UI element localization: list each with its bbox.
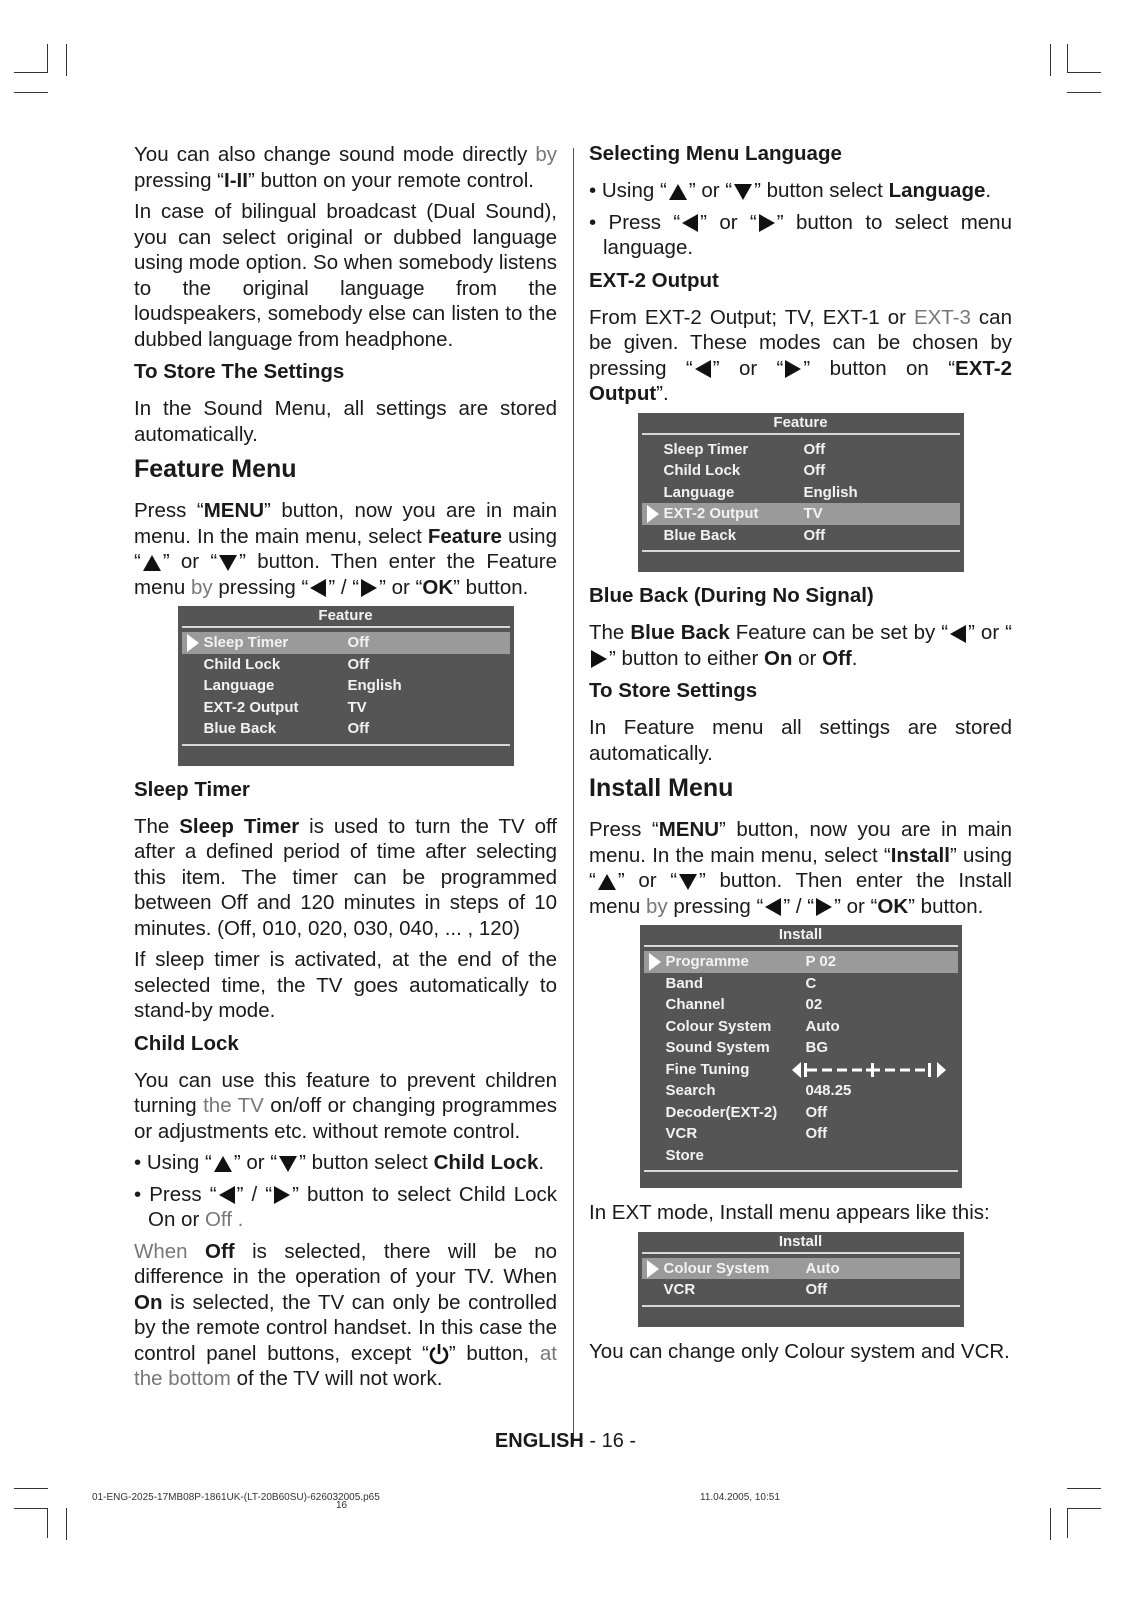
down-arrow-icon (734, 184, 752, 200)
print-date: 11.04.2005, 10:51 (700, 1492, 780, 1503)
osd-row-ext2-output[interactable]: EXT-2 Output TV (642, 503, 960, 525)
osd-row-language[interactable]: Language English (663, 483, 858, 501)
osd-row-blue-back[interactable]: Blue Back Off (663, 526, 826, 544)
osd-row-sound-system[interactable]: Sound System BG (665, 1039, 828, 1056)
right-arrow-icon (361, 579, 377, 597)
feature-osd-menu (178, 606, 514, 766)
tuning-scale-icon (792, 1061, 946, 1079)
left-arrow-icon (695, 360, 711, 378)
ext2-output-paragraph: From EXT-2 Output; TV, EXT-1 or EXT-3 can be given. These modes can be chosen by pressing “ ” or “ ” button on “EXT-2 Output”. (589, 305, 1012, 405)
child-lock-behaviour-paragraph: When Off is selected, there will be no difference in the operation of your TV. When On is selected, the TV can only be controlled by the remote control handset. In this case the control panel buttons, except “ ” button, at the bottom of the TV will not work. (134, 1239, 557, 1390)
child-lock-bullet-toggle: • Press “ ” / “ ” button to select Child Lock On or Off . (134, 1182, 557, 1231)
install-osd-menu (640, 925, 962, 1188)
feature-menu-paragraph: Press “MENU” button, now you are in main menu. In the main menu, select Feature using “ ” or “ ” button. Then enter the Feature menu by pressing “ ” / “ ” or “OK” button. (134, 499, 557, 599)
osd-row-channel[interactable]: Channel 02 (665, 996, 823, 1013)
selection-pointer-icon (187, 634, 199, 652)
osd-title: Install (642, 1232, 960, 1254)
down-arrow-icon (279, 1156, 297, 1172)
store-settings-paragraph: In Feature menu all settings are stored automatically. (589, 716, 1012, 765)
blue-back-heading: Blue Back (During No Signal) (589, 584, 874, 607)
osd-row-language[interactable]: Language English (203, 677, 402, 694)
ext-mode-paragraph: In EXT mode, Install menu appears like this: (589, 1201, 990, 1224)
install-menu-heading: Install Menu (589, 774, 734, 802)
blue-back-paragraph: The Blue Back Feature can be set by “ ” or “” button to either On or Off. (589, 621, 1012, 670)
install-menu-paragraph: Press “MENU” button, now you are in main menu. In the main menu, select “Install” using “ ” or “ ” button. Then enter the Install menu by pressing “ ” / “ ” or “OK” button. (589, 818, 1013, 918)
selection-pointer-icon (647, 505, 659, 523)
left-column (134, 142, 557, 1398)
right-arrow-icon (816, 898, 832, 916)
up-arrow-icon (669, 184, 687, 200)
osd-row-child-lock[interactable]: Child Lock Off (663, 462, 826, 479)
child-lock-paragraph: You can use this feature to prevent children turning the TV on/off or changing programmes or adjustments etc. without remote control. (134, 1068, 557, 1143)
osd-row-store[interactable]: Store (665, 1146, 704, 1164)
osd-title: Feature (182, 606, 510, 628)
up-arrow-icon (214, 1156, 232, 1172)
osd-row-sleep-timer[interactable]: Sleep Timer Off (663, 440, 826, 458)
language-bullet-change: • Press “ ” or “ ” button to select menu language. (589, 210, 1012, 259)
sleep-timer-standby-paragraph: If sleep timer is activated, at the end of the selected time, the TV goes automatically to stand-by mode. (134, 948, 557, 1022)
osd-title: Install (644, 925, 958, 947)
sound-mode-paragraph: You can also change sound mode directly by pressing “I-II” button on your remote control. (134, 143, 557, 192)
osd-row-vcr[interactable]: VCR Off (663, 1281, 828, 1298)
feature-osd-menu-ext2 (638, 413, 964, 573)
up-arrow-icon (143, 555, 161, 571)
power-icon (429, 1343, 449, 1365)
store-settings-paragraph: In the Sound Menu, all settings are stored automatically. (134, 397, 557, 446)
page-number: - 16 - (583, 1430, 637, 1452)
feature-menu-heading: Feature Menu (134, 455, 297, 483)
print-page-number: 16 (336, 1500, 348, 1511)
selection-pointer-icon (649, 953, 661, 971)
menu-language-heading: Selecting Menu Language (589, 142, 842, 165)
right-column (589, 142, 1012, 1370)
left-arrow-icon (310, 579, 326, 597)
fine-tuning-scale[interactable] (792, 1062, 946, 1078)
colour-system-note: You can change only Colour system and VCR. (589, 1339, 1010, 1363)
down-arrow-icon (219, 555, 237, 571)
language-bullet-select: • Using “ ” or “ ” button select Language. (589, 179, 992, 202)
right-arrow-icon (591, 650, 607, 668)
install-ext-osd-menu (638, 1232, 964, 1327)
child-lock-bullet-select: • Using “ ” or “ ” button select Child Lock. (134, 1151, 545, 1174)
selection-pointer-icon (647, 1260, 659, 1278)
right-arrow-icon (274, 1186, 290, 1204)
osd-row-ext2-output[interactable]: EXT-2 Output TV (203, 698, 367, 716)
osd-row-decoder[interactable]: Decoder(EXT-2) Off (665, 1103, 828, 1121)
osd-row-sleep-timer[interactable]: Sleep Timer Off (182, 632, 510, 654)
osd-row-colour-system[interactable]: Colour System Auto (665, 1017, 840, 1035)
ext2-output-heading: EXT-2 Output (589, 268, 719, 292)
store-settings-heading: To Store The Settings (134, 360, 345, 383)
osd-row-fine-tuning[interactable]: Fine Tuning (644, 1059, 958, 1081)
osd-row-blue-back[interactable]: Blue Back Off (203, 720, 370, 737)
up-arrow-icon (598, 874, 616, 890)
child-lock-heading: Child Lock (134, 1031, 239, 1055)
osd-row-search[interactable]: Search 048.25 (665, 1082, 852, 1099)
print-file-name: 01-ENG-2025-17MB08P-1861UK-(LT-20B60SU)-626032005.p65 (92, 1492, 380, 1503)
bilingual-paragraph: In case of bilingual broadcast (Dual Sound), you can select original or dubbed language using mode option. So when somebody listens to the original language from the loudspeakers, somebody else can listen to the dubbed language from headphone. (134, 200, 557, 351)
right-arrow-icon (759, 214, 775, 232)
osd-row-colour-system[interactable]: Colour System Auto (642, 1258, 960, 1280)
sleep-timer-paragraph: The Sleep Timer is used to turn the TV off after a defined period of time after selecting this item. The timer can be programmed between Off and 120 minutes in steps of 10 minutes. (Off, 010, 020, 030, 040, ... , 120) (134, 814, 557, 940)
osd-row-vcr[interactable]: VCR Off (665, 1125, 828, 1142)
left-arrow-icon (765, 898, 781, 916)
right-arrow-icon (785, 360, 801, 378)
osd-row-programme[interactable]: Programme P 02 (644, 951, 958, 973)
footer-language: ENGLISH (494, 1430, 584, 1452)
left-arrow-icon (219, 1186, 235, 1204)
store-settings-heading: To Store Settings (589, 679, 758, 702)
down-arrow-icon (679, 874, 697, 890)
osd-title: Feature (642, 413, 960, 435)
sleep-timer-heading: Sleep Timer (134, 777, 250, 801)
left-arrow-icon (950, 625, 966, 643)
osd-row-band[interactable]: Band C (665, 974, 817, 992)
page-footer (0, 1430, 1131, 1453)
osd-row-child-lock[interactable]: Child Lock Off (203, 655, 370, 673)
left-arrow-icon (682, 214, 698, 232)
column-divider (573, 148, 574, 1444)
